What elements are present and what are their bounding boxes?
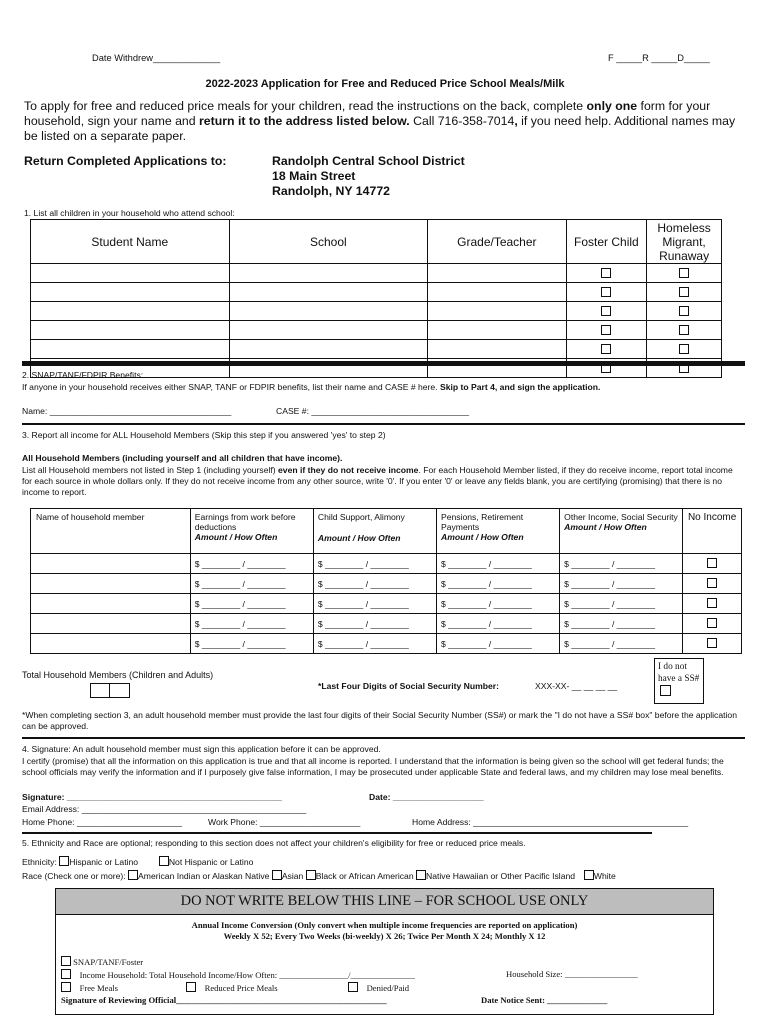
table-row[interactable] — [31, 340, 722, 359]
homeless-checkbox[interactable] — [679, 268, 689, 278]
child-support-cell[interactable]: $ ________ / ________ — [313, 634, 436, 654]
child-support-cell[interactable]: $ ________ / ________ — [313, 594, 436, 614]
earnings-cell[interactable]: $ ________ / ________ — [190, 574, 313, 594]
pensions-cell[interactable]: $ ________ / ________ — [437, 594, 560, 614]
student-name-cell[interactable] — [31, 264, 230, 283]
race-native-american-checkbox[interactable] — [128, 870, 138, 880]
header-no-income: No Income — [683, 509, 742, 554]
no-income-checkbox[interactable] — [707, 578, 717, 588]
no-ssn-box[interactable] — [654, 658, 704, 704]
race-label: Race (Check one or more): — [22, 871, 126, 881]
school-cell[interactable] — [229, 283, 428, 302]
other-income-cell[interactable]: $ ________ / ________ — [560, 614, 683, 634]
earnings-cell[interactable]: $ ________ / ________ — [190, 634, 313, 654]
other-income-cell[interactable]: $ ________ / ________ — [560, 554, 683, 574]
homeless-checkbox[interactable] — [679, 306, 689, 316]
no-income-checkbox[interactable] — [707, 618, 717, 628]
ethnicity-row — [22, 856, 253, 867]
foster-checkbox[interactable] — [601, 344, 611, 354]
header-member-name: Name of household member — [31, 509, 191, 554]
header-foster-child: Foster Child — [566, 220, 647, 264]
table-row[interactable] — [31, 634, 742, 654]
hispanic-label: Hispanic or Latino — [69, 857, 139, 867]
snap-case-field[interactable]: CASE #: _________________________________ — [276, 406, 470, 416]
total-members-box[interactable] — [90, 683, 130, 698]
table-row[interactable] — [31, 302, 722, 321]
table-row[interactable] — [31, 594, 742, 614]
district-city: Randolph, NY 14772 — [272, 184, 390, 198]
race-asian-checkbox[interactable] — [272, 870, 282, 880]
header-pensions: Pensions, Retirement Payments Amount / How Often — [437, 509, 560, 554]
frd-codes: F _____R _____D_____ — [608, 53, 710, 63]
ssn-note: *When completing section 3, an adult household member must provide the last four digits of their Social Security Number (SS#) or mark the "I do not have a SS# box" before the application can be approved. — [22, 710, 737, 731]
earnings-cell[interactable]: $ ________ / ________ — [190, 554, 313, 574]
children-table — [30, 219, 722, 378]
member-name-cell[interactable] — [31, 574, 191, 594]
district-name: Randolph Central School District — [272, 154, 465, 168]
pensions-cell[interactable]: $ ________ / ________ — [437, 574, 560, 594]
reduced-checkbox[interactable] — [186, 982, 196, 992]
section-divider — [22, 832, 652, 834]
header-student-name: Student Name — [31, 220, 230, 264]
child-support-cell[interactable]: $ ________ / ________ — [313, 554, 436, 574]
school-cell[interactable] — [229, 264, 428, 283]
table-row[interactable] — [31, 554, 742, 574]
race-asian-label: Asian — [281, 871, 304, 881]
student-name-cell[interactable] — [31, 302, 230, 321]
member-name-cell[interactable] — [31, 614, 191, 634]
income-household-row: Income Household: Total Household Income/How Often: ________________/_______________ — [61, 969, 415, 980]
other-income-cell[interactable]: $ ________ / ________ — [560, 634, 683, 654]
home-phone-field[interactable]: Home Phone: ______________________ — [22, 817, 183, 827]
email-field[interactable]: Email Address: _______________________________________________ — [22, 804, 307, 814]
household-size-field[interactable]: Household Size: _________________ — [506, 969, 638, 979]
no-income-checkbox[interactable] — [707, 558, 717, 568]
reduced-row: Reduced Price Meals — [186, 982, 278, 993]
race-black-checkbox[interactable] — [306, 870, 316, 880]
section-divider — [22, 361, 745, 366]
pensions-cell[interactable]: $ ________ / ________ — [437, 554, 560, 574]
grade-cell[interactable] — [428, 264, 566, 283]
step3-subhead: All Household Members (including yourself and all children that have income). — [22, 453, 343, 463]
foster-checkbox[interactable] — [601, 306, 611, 316]
snap-row: SNAP/TANF/Foster — [61, 956, 143, 967]
date-withdrew: Date Withdrew_____________ — [92, 53, 221, 63]
income-household-checkbox[interactable] — [61, 969, 71, 979]
header-grade-teacher: Grade/Teacher — [428, 220, 566, 264]
step3-label: 3. Report all income for ALL Household Members (Skip this step if you answered 'yes' to step 2) — [22, 430, 386, 440]
header-school: School — [229, 220, 428, 264]
free-meals-checkbox[interactable] — [61, 982, 71, 992]
grade-cell[interactable] — [428, 321, 566, 340]
table-row[interactable] — [31, 574, 742, 594]
school-use-box — [55, 888, 714, 1015]
no-income-checkbox[interactable] — [707, 638, 717, 648]
header-other-income: Other Income, Social Security Amount / How Often — [560, 509, 683, 554]
other-income-cell[interactable]: $ ________ / ________ — [560, 594, 683, 614]
denied-checkbox[interactable] — [348, 982, 358, 992]
return-label: Return Completed Applications to: — [24, 154, 227, 168]
children-table-header — [31, 220, 722, 264]
total-members-label: Total Household Members (Children and Adults) — [22, 670, 214, 680]
official-signature-field[interactable]: Signature of Reviewing Official_________________________________________________ — [61, 995, 387, 1005]
foster-checkbox[interactable] — [601, 287, 611, 297]
pensions-cell[interactable]: $ ________ / ________ — [437, 614, 560, 634]
home-address-field[interactable]: Home Address: _____________________________________________ — [412, 817, 689, 827]
table-row[interactable] — [31, 614, 742, 634]
income-conversion-title: Annual Income Conversion (Only convert when multiple income frequencies are reported on application) — [191, 920, 578, 930]
grade-cell[interactable] — [428, 340, 566, 359]
section-divider — [22, 423, 745, 425]
header-homeless: Homeless Migrant, Runaway — [647, 220, 722, 264]
step1-label: 1. List all children in your household who attend school: — [24, 208, 235, 218]
race-black-label: Black or African American — [315, 871, 414, 881]
race-white-label: White — [593, 871, 616, 881]
race-pacific-islander-checkbox[interactable] — [416, 870, 426, 880]
grade-cell[interactable] — [428, 283, 566, 302]
pensions-cell[interactable]: $ ________ / ________ — [437, 634, 560, 654]
member-name-cell[interactable] — [31, 554, 191, 574]
hispanic-checkbox[interactable] — [59, 856, 69, 866]
section-divider — [22, 737, 745, 739]
no-ssn-checkbox[interactable] — [660, 685, 671, 696]
not-hispanic-label: Not Hispanic or Latino — [168, 857, 254, 867]
foster-checkbox[interactable] — [601, 325, 611, 335]
free-meals-row: Free Meals — [61, 982, 118, 993]
income-conversion-rules: Weekly X 52; Every Two Weeks (bi-weekly) X 26; Twice Per Month X 24; Monthly X 12 — [223, 931, 546, 941]
school-cell[interactable] — [229, 321, 428, 340]
certify-text: I certify (promise) that all the information on this application is true and that all income is reported. I understand that the information is being given so the school will get federal funds; the school officials may verify the information and if I purposely give false information, I may be prosecuted under applicable State and federal laws, and my children may lose meal benefits. — [22, 756, 724, 777]
income-table — [30, 508, 742, 654]
homeless-checkbox[interactable] — [679, 344, 689, 354]
signature-date-field[interactable]: Date: ___________________ — [369, 792, 484, 802]
no-income-checkbox[interactable] — [707, 598, 717, 608]
grade-cell[interactable] — [428, 302, 566, 321]
other-income-cell[interactable]: $ ________ / ________ — [560, 574, 683, 594]
earnings-cell[interactable]: $ ________ / ________ — [190, 594, 313, 614]
ssn-input[interactable]: XXX-XX- __ __ __ __ — [535, 681, 618, 691]
step3-instructions: List all Household members not listed in Step 1 (including yourself) even if they do not receive income. For each Household Member listed, if they do receive income, report total income for each source in whole dollars only. If they do not receive income from any other source, write '0'. If you enter '0' or leave any fields blank, you are certifying (promising) that there is no income to report. — [22, 465, 733, 497]
table-row[interactable] — [31, 321, 722, 340]
header-earnings: Earnings from work before deductions Amount / How Often — [190, 509, 313, 554]
no-ssn-label: I do not have a SS# — [658, 662, 700, 684]
foster-checkbox[interactable] — [601, 268, 611, 278]
child-support-cell[interactable]: $ ________ / ________ — [313, 574, 436, 594]
homeless-checkbox[interactable] — [679, 325, 689, 335]
table-row[interactable] — [31, 283, 722, 302]
signature-field[interactable]: Signature: _____________________________________________ — [22, 792, 282, 802]
snap-name-field[interactable]: Name: ______________________________________ — [22, 406, 232, 416]
member-name-cell[interactable] — [31, 634, 191, 654]
work-phone-field[interactable]: Work Phone: _____________________ — [208, 817, 361, 827]
race-row — [22, 870, 616, 881]
school-cell[interactable] — [229, 302, 428, 321]
student-name-cell[interactable] — [31, 283, 230, 302]
school-cell[interactable] — [229, 340, 428, 359]
race-white-checkbox[interactable] — [584, 870, 594, 880]
homeless-checkbox[interactable] — [679, 287, 689, 297]
step2-text: If anyone in your household receives either SNAP, TANF or FDPIR benefits, list their name and CASE # here. Skip to Part 4, and sign the application. — [22, 382, 601, 392]
race-native-american-label: American Indian or Alaskan Native — [138, 871, 270, 881]
step5-label: 5. Ethnicity and Race are optional; responding to this section does not affect your children's eligibility for free or reduced price meals. — [22, 838, 526, 848]
ethnicity-label: Ethnicity: — [22, 857, 57, 867]
race-pacific-islander-label: Native Hawaiian or Other Pacific Island — [426, 871, 576, 881]
member-name-cell[interactable] — [31, 594, 191, 614]
step2-label: 2. SNAP/TANF/FDPIR Benefits: — [22, 370, 144, 380]
form-title: 2022-2023 Application for Free and Reduced Price School Meals/Milk — [205, 78, 565, 90]
child-support-cell[interactable]: $ ________ / ________ — [313, 614, 436, 634]
school-use-banner: DO NOT WRITE BELOW THIS LINE – FOR SCHOOL USE ONLY — [56, 889, 713, 915]
intro-paragraph: To apply for free and reduced price meals for your children, read the instructions on the back, complete only one form for your household, sign your name and return it to the address listed below. Call 716-358-7014, if you need help. Additional names may be listed on a separate paper. — [24, 99, 736, 143]
ssn-label: *Last Four Digits of Social Security Number: — [318, 681, 499, 691]
district-street: 18 Main Street — [272, 169, 356, 183]
student-name-cell[interactable] — [31, 340, 230, 359]
student-name-cell[interactable] — [31, 321, 230, 340]
header-child-support: Child Support, Alimony Amount / How Often — [313, 509, 436, 554]
table-row[interactable] — [31, 264, 722, 283]
denied-row: Denied/Paid — [348, 982, 409, 993]
income-table-header — [31, 509, 742, 554]
snap-checkbox[interactable] — [61, 956, 71, 966]
not-hispanic-checkbox[interactable] — [159, 856, 169, 866]
earnings-cell[interactable]: $ ________ / ________ — [190, 614, 313, 634]
step4-label: 4. Signature: An adult household member must sign this application before it can be approved. — [22, 744, 381, 754]
date-notice-field[interactable]: Date Notice Sent: ______________ — [481, 995, 608, 1005]
